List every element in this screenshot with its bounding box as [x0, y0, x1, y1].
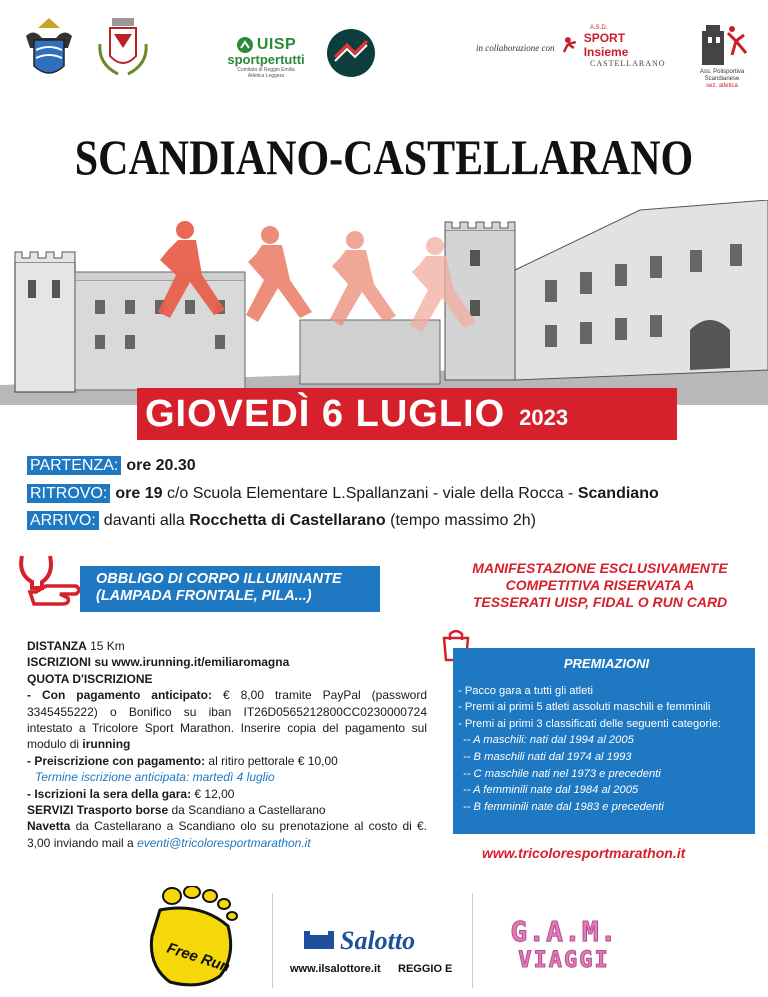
- anticipato-label: - Con pagamento anticipato:: [27, 688, 212, 703]
- arrivo-place: Rocchetta di Castellarano: [189, 512, 386, 529]
- uisp-logo: [216, 26, 316, 88]
- sport-insieme-city: CASTELLARANO: [590, 58, 666, 68]
- salotto-url[interactable]: www.ilsalottore.it: [290, 963, 381, 975]
- prize-category: -- B maschili nati dal 1974 al 1993: [463, 750, 632, 763]
- uisp-committee-1: Comitato di Reggio Emilia: [237, 66, 295, 73]
- polisportiva-line-3: sez. atletica: [706, 82, 738, 89]
- registration-details: [27, 638, 427, 851]
- lightbulb-hand-icon: [16, 552, 86, 612]
- prize-category: -- B femminili nate dal 1983 e precedenti: [463, 800, 664, 813]
- partenza-label: PARTENZA:: [27, 456, 121, 475]
- ritrovo-place: c/o Scuola Elementare L.Spallanzani - viale della Rocca -: [166, 485, 574, 502]
- viaggi-logo-text: VIAGGI: [518, 948, 610, 973]
- servizi-label: SERVIZI Trasporto borse: [27, 803, 169, 818]
- premiazioni-title: PREMIAZIONI: [563, 656, 650, 671]
- distanza-value: 15 Km: [90, 639, 125, 653]
- manifestazione-line-2: COMPETITIVA RISERVATA A: [505, 577, 695, 593]
- preiscrizione-label: - Preiscrizione con pagamento:: [27, 753, 206, 768]
- free-run-text: Free Run: [164, 939, 232, 976]
- distanza-label: DISTANZA: [27, 639, 87, 653]
- preiscrizione-text: al ritiro pettorale € 10,00: [208, 753, 338, 768]
- salotto-name: Salotto: [340, 926, 416, 955]
- collaboration-text: in collaborazione con: [476, 43, 555, 53]
- quota-heading: QUOTA D'ISCRIZIONE: [27, 671, 153, 686]
- prize-category: -- C maschile nati nel 1973 e precedenti: [463, 767, 661, 780]
- website-link[interactable]: www.tricoloresportmarathon.it: [482, 845, 686, 861]
- navetta-email[interactable]: eventi@tricoloresportmarathon.it: [137, 835, 311, 850]
- navetta-label: Navetta: [27, 819, 71, 834]
- obbligo-line-1: OBBLIGO DI CORPO ILLUMINANTE: [96, 571, 342, 587]
- event-date-banner: [137, 388, 677, 440]
- runner-icon: [560, 36, 584, 54]
- tricolore-logo: [324, 26, 378, 80]
- sponsor-divider: [472, 893, 473, 988]
- servizi-text: da Scandiano a Castellarano: [171, 803, 326, 818]
- obbligo-box: [80, 566, 380, 612]
- manifestazione-line-3: TESSERATI UISP, FIDAL O RUN CARD: [472, 594, 728, 610]
- anticipato-site: irunning: [82, 737, 131, 752]
- arrivo-line: [27, 512, 536, 530]
- prize-item: - Pacco gara a tutti gli atleti: [458, 684, 593, 697]
- anticipato-text: € 8,00 tramite PayPal (password 3345455222) o Bonifico su iban IT26D0565212800CC0230000724 intestato a Tricolore Sport Marathon. Inserire copia del pagamento sul modulo di: [27, 688, 427, 752]
- iscrizioni-line: ISCRIZIONI su www.irunning.it/emiliaromagna: [27, 655, 290, 670]
- termine-line: Termine iscrizione anticipata: martedì 4 luglio: [35, 770, 275, 785]
- partenza-line: [27, 457, 196, 475]
- arrivo-pre: davanti alla: [103, 512, 185, 529]
- salotto-logo: [300, 915, 440, 961]
- polisportiva-logo: [686, 18, 758, 94]
- sport-insieme-name: SPORT Insieme: [583, 30, 629, 59]
- free-run-logo: [140, 886, 240, 990]
- sera-label: - Iscrizioni la sera della gara:: [27, 786, 192, 801]
- event-day: GIOVEDÌ 6 LUGLIO: [145, 392, 506, 435]
- ritrovo-time: ore 19: [115, 485, 163, 502]
- event-year: 2023: [519, 405, 569, 430]
- sponsor-divider: [272, 893, 273, 988]
- polisportiva-line-2: Scandianese: [704, 75, 740, 82]
- castellarano-coat-of-arms: [92, 14, 154, 86]
- partenza-value: ore 20.30: [126, 457, 196, 474]
- event-title: SCANDIANO-CASTELLARANO: [74, 129, 694, 185]
- manifestazione-line-1: MANIFESTAZIONE ESCLUSIVAMENTE: [472, 560, 728, 576]
- navetta-text: da Castellarano a Scandiano olo su prenotazione al costo di €. 3,00 inviando mail a: [27, 819, 428, 850]
- premiazioni-box: [453, 648, 755, 834]
- prize-item: - Premi ai primi 3 classificati delle seguenti categorie:: [458, 717, 722, 730]
- sport-insieme-asd: A.S.D.: [590, 24, 608, 31]
- obbligo-line-2: (LAMPADA FRONTALE, PILA...): [96, 588, 312, 604]
- gam-logo-text: G.A.M.: [510, 915, 618, 948]
- polisportiva-line-1: Ass. Polisportiva: [699, 68, 745, 75]
- ritrovo-city: Scandiano: [577, 485, 659, 502]
- sport-insieme-logo: [560, 26, 672, 66]
- scandiano-coat-of-arms: [20, 14, 78, 86]
- prize-item: - Premi ai primi 5 atleti assoluti maschili e femminili: [458, 701, 711, 714]
- skyline-runners-illustration: [0, 200, 768, 405]
- manifestazione-notice: [430, 560, 768, 611]
- ritrovo-line: [27, 485, 659, 503]
- arrivo-post: (tempo massimo 2h): [390, 512, 536, 529]
- salotto-city: REGGIO E: [398, 963, 453, 975]
- sera-text: € 12,00: [194, 786, 235, 801]
- uisp-committee-2: Atletica Leggera: [247, 72, 285, 79]
- prize-category: -- A femminili nate dal 1984 al 2005: [463, 784, 639, 797]
- prize-category: -- A maschili: nati dal 1994 al 2005: [463, 734, 634, 747]
- arrivo-label: ARRIVO:: [27, 511, 99, 530]
- ritrovo-label: RITROVO:: [27, 484, 110, 503]
- uisp-name: UISP: [256, 35, 297, 53]
- uisp-tagline: sportpertutti: [227, 51, 305, 67]
